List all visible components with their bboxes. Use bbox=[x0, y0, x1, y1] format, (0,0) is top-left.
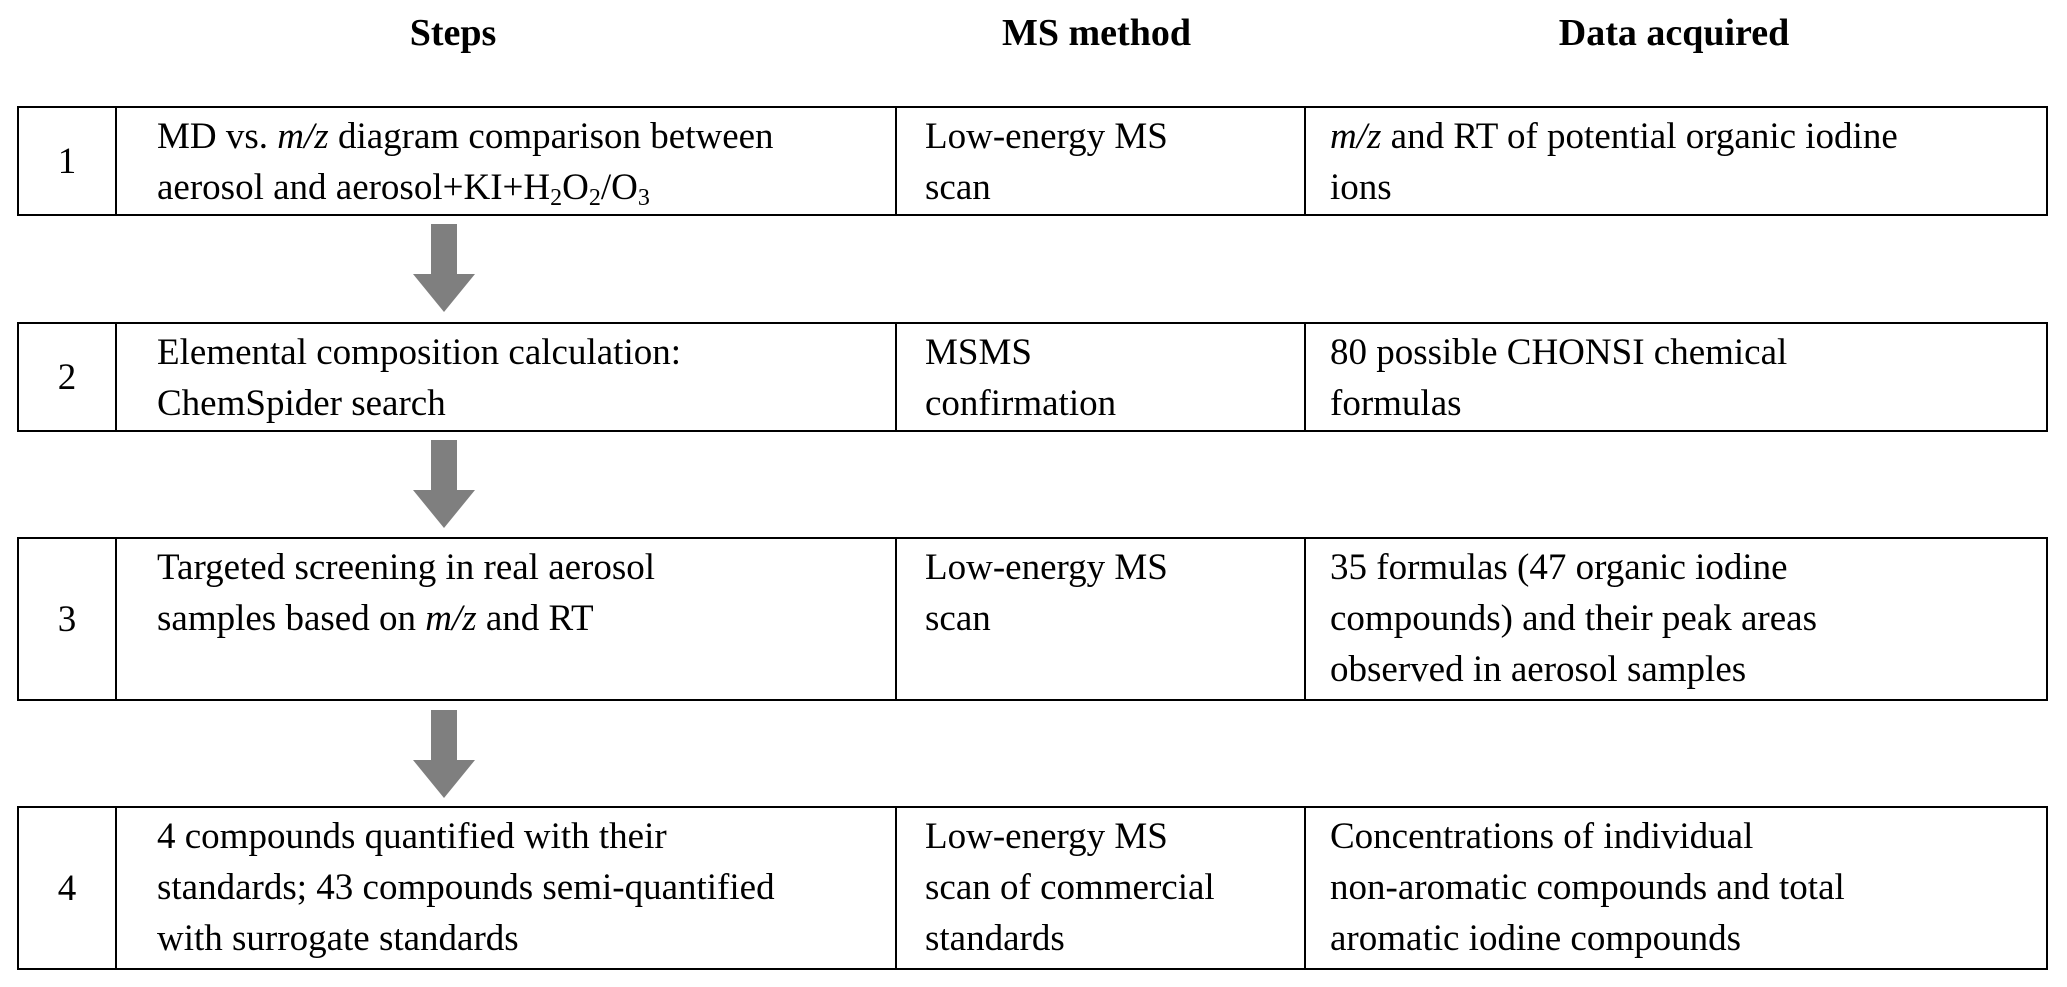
step-text: Elemental composition calculation: bbox=[157, 332, 682, 373]
ms-method bbox=[895, 808, 1304, 968]
ms-method bbox=[895, 324, 1304, 430]
step-text: MD vs. bbox=[157, 116, 278, 157]
step-text: aerosol and aerosol+KI+H bbox=[157, 167, 551, 208]
step-description bbox=[115, 108, 895, 214]
data-acquired bbox=[1304, 808, 2046, 968]
step-text: standards; 43 compounds semi-quantified bbox=[157, 867, 775, 908]
step-text: ChemSpider search bbox=[157, 383, 446, 424]
step-text: O bbox=[562, 167, 589, 208]
step-number: 2 bbox=[57, 356, 77, 398]
step-text: 4 compounds quantified with their bbox=[157, 816, 667, 857]
header-steps: Steps bbox=[409, 12, 497, 54]
step-description bbox=[115, 808, 895, 968]
down-arrow-icon bbox=[413, 224, 475, 312]
step-text: Targeted screening in real aerosol bbox=[157, 547, 656, 588]
data-acquired bbox=[1304, 324, 2046, 430]
ms-method-line: scan bbox=[925, 167, 991, 208]
ms-method-line: MSMS bbox=[925, 332, 1032, 373]
ms-method-line: standards bbox=[925, 918, 1065, 959]
subscript: 3 bbox=[637, 185, 650, 211]
data-text: and RT of potential organic iodine bbox=[1381, 116, 1898, 157]
step-number: 4 bbox=[57, 867, 77, 909]
step-row-1 bbox=[17, 106, 2048, 216]
header-data-acquired: Data acquired bbox=[1558, 12, 1790, 54]
step-text-italic: m/z bbox=[277, 116, 329, 157]
data-text-italic: m/z bbox=[1330, 116, 1382, 157]
step-number: 1 bbox=[57, 140, 77, 182]
ms-method-line: scan bbox=[925, 598, 991, 639]
step-row-4 bbox=[17, 806, 2048, 970]
ms-method-line: confirmation bbox=[925, 383, 1117, 424]
data-acquired bbox=[1304, 108, 2046, 214]
data-text: Concentrations of individual bbox=[1330, 816, 1754, 857]
step-description bbox=[115, 539, 895, 699]
step-text: /O bbox=[600, 167, 638, 208]
step-text: and RT bbox=[476, 598, 594, 639]
data-text: 35 formulas (47 organic iodine bbox=[1330, 547, 1788, 588]
down-arrow-icon bbox=[413, 710, 475, 798]
ms-method-line: Low-energy MS bbox=[925, 547, 1168, 588]
step-text: diagram comparison between bbox=[328, 116, 774, 157]
data-text: compounds) and their peak areas bbox=[1330, 598, 1817, 639]
subscript: 2 bbox=[588, 185, 601, 211]
data-text: observed in aerosol samples bbox=[1330, 649, 1747, 690]
data-text: non-aromatic compounds and total bbox=[1330, 867, 1845, 908]
step-number: 3 bbox=[57, 598, 77, 640]
data-acquired bbox=[1304, 539, 2046, 699]
step-row-3 bbox=[17, 537, 2048, 701]
ms-method bbox=[895, 108, 1304, 214]
step-text-italic: m/z bbox=[425, 598, 477, 639]
step-text: with surrogate standards bbox=[157, 918, 519, 959]
data-text: formulas bbox=[1330, 383, 1462, 424]
ms-method-line: Low-energy MS bbox=[925, 816, 1168, 857]
data-text: 80 possible CHONSI chemical bbox=[1330, 332, 1788, 373]
ms-method-line: Low-energy MS bbox=[925, 116, 1168, 157]
step-text: samples based on bbox=[157, 598, 426, 639]
data-text: aromatic iodine compounds bbox=[1330, 918, 1742, 959]
subscript: 2 bbox=[550, 185, 563, 211]
header-ms-method: MS method bbox=[1002, 12, 1191, 54]
ms-method bbox=[895, 539, 1304, 699]
step-description bbox=[115, 324, 895, 430]
data-text: ions bbox=[1330, 167, 1392, 208]
step-row-2 bbox=[17, 322, 2048, 432]
down-arrow-icon bbox=[413, 440, 475, 528]
ms-method-line: scan of commercial bbox=[925, 867, 1215, 908]
